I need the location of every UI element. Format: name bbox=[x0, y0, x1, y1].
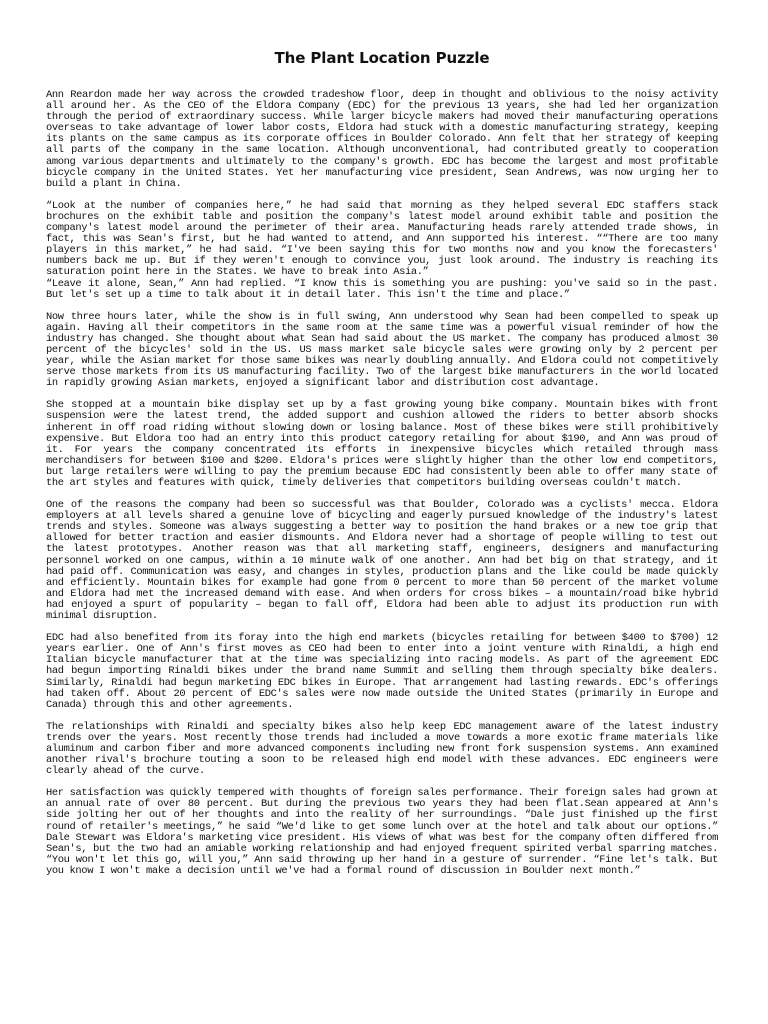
paragraph-7: The relationships with Rinaldi and specialty bikes also help keep EDC management aware of the latest industry trends over the years. Most recently those trends had included a move towards a more exotic frame materials like aluminum and carbon fiber and more advanced components including new front fork suspension systems. Ann examined another rival's brochure touting a soon to be released high end model with these advances. EDC engineers were clearly ahead of the curve. bbox=[46, 720, 718, 778]
paragraph-3: Now three hours later, while the show is in full swing, Ann understood why Sean had been compelled to speak up again. Having all their competitors in the same room at the same time was a powerful visual reminder of how the industry has changed. She thought about what Sean had said about the US market. The company has produced almost 30 percent of the bicycles' sold in the US. US mass market sale bicycle sales were growing only by 2 percent per year, while the Asian market for those same bikes was nearly doubling annually. And Eldora could not competitively serve those markets from its US manufacturing facility. Two of the largest bike manufacturers in the world located in rapidly growing Asian markets, enjoyed a significant labor and distribution cost advantage. bbox=[46, 310, 718, 390]
paragraph-6: EDC had also benefited from its foray into the high end markets (bicycles retailing for between $400 to $700) 12 years earlier. One of Ann's first moves as CEO had been to enter into a joint venture with Rinaldi, a high end Italian bicycle manufacturer that at the time was specializing into racing models. As part of the agreement EDC had begun importing Rinaldi bikes under the brand name Summit and selling them through specialty bike dealers. Similarly, Rinaldi had begun marketing EDC bikes in Europe. That arrangement had lasting rewards. EDC's offerings had taken off. About 20 percent of EDC's sales were now made outside the United States (primarily in Europe and Canada) through this and other agreements. bbox=[46, 632, 718, 711]
paragraph-5: One of the reasons the company had been so successful was that Boulder, Colorado was a cyclists' mecca. Eldora employers at all levels shared a genuine love of bicycling and eagerly pursued knowledge of the industry's latest trends and styles. Someone was always suggesting a better way to position the hand brakes or a new toe grip that allowed for better traction and easier dismounts. And Eldora never had a shortage of people willing to test out the latest prototypes. Another reason was that all marketing staff, engineers, designers and manufacturing personnel worked on one campus, within a 10 minute walk of one another. Ann had bet big on that strategy, and it had paid off. Communication was easy, and changes in styles, production plans and the like could be made quickly and efficiently. Mountain bikes for example had gone from 0 percent to more than 50 percent of the market volume and Eldora had met the increased demand with ease. And when orders for cross bikes – a mountain/road bike hybrid had enjoyed a spurt of popularity – began to fall off, Eldora had been able to adjust its production run with minimal disruption. bbox=[46, 499, 718, 623]
paragraph-1: Ann Reardon made her way across the crowded tradeshow floor, deep in thought and oblivious to the noisy activity all around her. As the CEO of the Eldora Company (EDC) for the previous 13 years, she had led her organization through the period of extraordinary success. While larger bicycle makers had moved their manufacturing operations overseas to take advantage of lower labor costs, Eldora had stuck with a domestic manufacturing strategy, keeping its plants on the same campus as its corporate offices in Boulder Colorado. Ann felt that her strategy of keeping all parts of the company in the same location. Although unconventional, had contributed greatly to cooperation among various departments and ultimately to the company's growth. EDC has become the largest and most profitable bicycle company in the United States. Yet her manufacturing vice president, Sean Andrews, was now urging her to build a plant in China. bbox=[46, 89, 718, 190]
paragraph-4: She stopped at a mountain bike display set up by a fast growing young bike company. Mountain bikes with front suspension were the latest trend, the added support and cushion allowed the riders to better absorb shocks inherent in off road riding without slowing down or losing balance. Most of these bikes were still prohibitively expensive. But Eldora too had an entry into this product category retailing for about $190, and Ann was proud of it. For years the company concentrated its efforts in inexpensive bicycles which retailed through mass merchandisers for between $100 and $200. Eldora's prices were slightly higher than the other low end competitors, but large retailers were willing to pay the premium because EDC had consistently been able to offer many state of the art styles and features with quick, timely deliveries that competitors building overseas couldn't match. bbox=[46, 399, 718, 489]
document-title: The Plant Location Puzzle bbox=[274, 49, 490, 67]
document-page bbox=[46, 49, 718, 888]
paragraph-8: Her satisfaction was quickly tempered with thoughts of foreign sales performance. Their foreign sales had grown at an annual rate of over 80 percent. But during the previous two years they had been flat.Sean appeared at Ann's side jolting her out of her thoughts and into the reality of her surroundings. “Dale just finished up the first round of retailer's meetings,” he said “We'd like to get some lunch over at the hotel and talk about our options.” Dale Stewart was Eldora's marketing vice president. His views of what was best for the company often differed from Sean's, but the two had an amiable working relationship and had enjoyed frequent spirited verbal sparring matches. “You won't let this go, will you,” Ann said throwing up her hand in a gesture of surrender. “Fine let's talk. But you know I won't make a decision until we've had a formal round of discussion in Boulder next month.” bbox=[46, 787, 718, 877]
paragraph-2: “Look at the number of companies here,” he had said that morning as they helped several EDC staffers stack brochures on the exhibit table and position the company's latest model around exhibit table and position the company's latest model around the perimeter of their area. Manufacturing heads rarely attended trade shows, in fact, this was Sean's first, but he had wanted to attend, and Ann supported his interest. ““There are too many players in this market,” he had said. “I've been saying this for two months now and you know the forecasters' numbers back me up. But if they weren't enough to convince you, just look around. The industry is reaching its saturation point here in the States. We have to break into Asia.” “Leave it alone, Sean,” Ann had replied. “I know this is something you are pushing: you've said so in the past. But let's set up a time to talk about it in detail later. This isn't the time and place.” bbox=[46, 199, 718, 301]
